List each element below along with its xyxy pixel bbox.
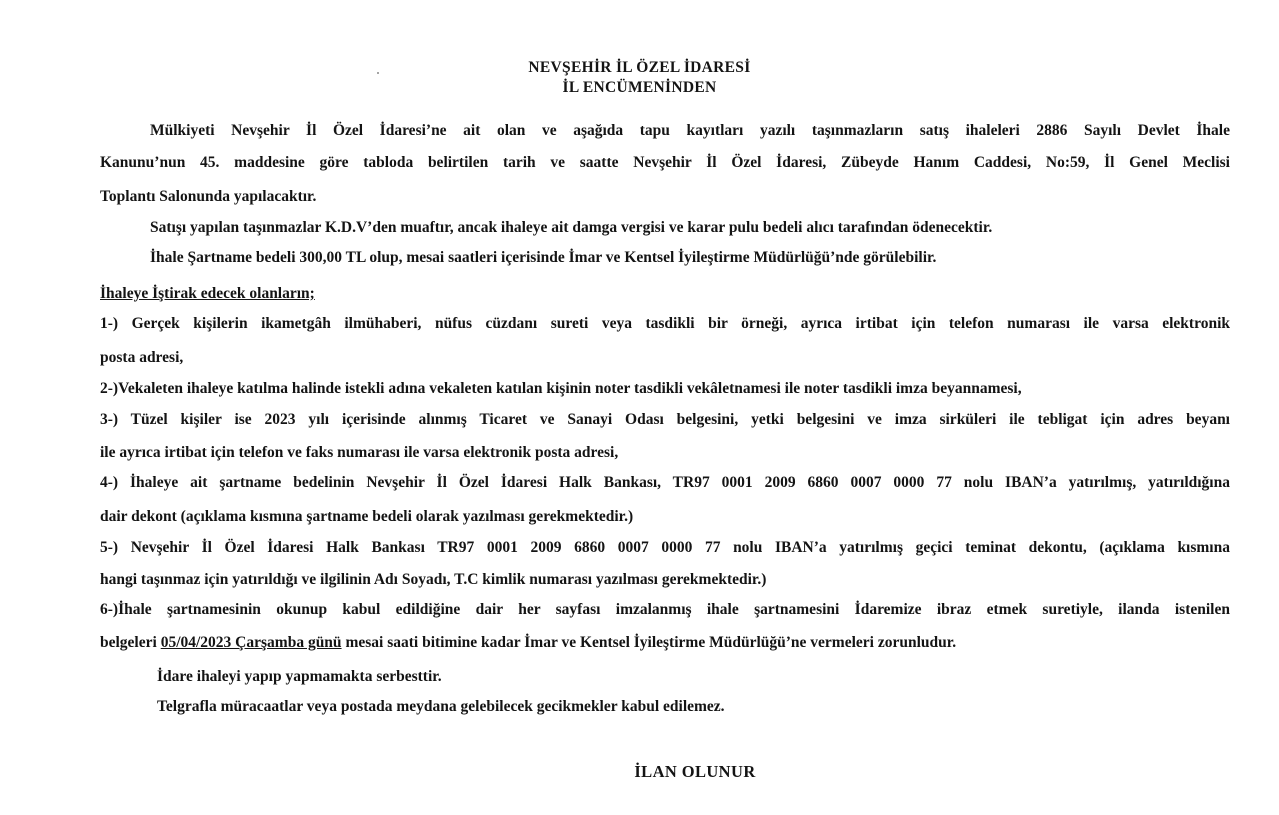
administration-free-note: İdare ihaleyi yapıp yapmamakta serbesttir. [157, 668, 442, 685]
deadline-date: 05/04/2023 Çarşamba günü [160, 634, 342, 651]
header-institution: NEVŞEHİR İL ÖZEL İDARESİ [528, 59, 751, 76]
closing-announcement: İLAN OLUNUR [634, 762, 756, 781]
requirement-4-line-1: 4-) İhaleye ait şartname bedelinin Nevşehir İl Özel İdaresi Halk Bankası, TR97 0001 2009 6860 0007 0000 77 nolu IBAN’a yatırılmış, yatırıldığına [100, 474, 1230, 491]
requirement-6-line-1: 6-)İhale şartnamesinin okunup kabul edildiğine dair her sayfası imzalanmış ihale şartnamesini İdaremize ibraz etmek suretiyle, ilanda istenilen [100, 601, 1230, 618]
requirement-6-line-2-tail: mesai saati bitimine kadar İmar ve Kentsel İyileştirme Müdürlüğü’ne vermeleri zorunludur. [341, 634, 957, 651]
spec-fee-paragraph: İhale Şartname bedeli 300,00 TL olup, mesai saatleri içerisinde İmar ve Kentsel İyileştirme Müdürlüğü’nde görülebilir. [150, 249, 937, 266]
requirement-3-line-1: 3-) Tüzel kişiler ise 2023 yılı içerisinde alınmış Ticaret ve Sanayi Odası belgesini, yetki belgesini ve imza sirküleri ile tebligat için adres beyanı [100, 411, 1230, 428]
telegraph-note: Telgrafla müracaatlar veya postada meydana gelebilecek gecikmekler kabul edilemez. [157, 698, 725, 715]
intro-paragraph-line-2: Kanunu’nun 45. maddesine göre tabloda belirtilen tarih ve saatte Nevşehir İl Özel İdaresi, Zübeyde Hanım Caddesi, No:59, İl Genel Meclisi [100, 154, 1230, 171]
requirement-6-line-2-lead: belgeleri [100, 634, 161, 651]
requirement-5-line-1: 5-) Nevşehir İl Özel İdaresi Halk Bankası TR97 0001 2009 6860 0007 0000 77 nolu IBAN’a yatırılmış geçici teminat dekontu, (açıklama kısmına [100, 539, 1230, 556]
intro-paragraph-line-1: Mülkiyeti Nevşehir İl Özel İdaresi’ne ait olan ve aşağıda tapu kayıtları yazılı taşınmazların satış ihaleleri 2886 Sayılı Devlet İhale [150, 122, 1230, 139]
requirement-4-line-2: dair dekont (açıklama kısmına şartname bedeli olarak yazılması gerekmektedir.) [100, 508, 634, 525]
requirement-1-line-2: posta adresi, [100, 349, 184, 366]
participants-heading: İhaleye İştirak edecek olanların; [100, 285, 315, 302]
header-council: İL ENCÜMENİNDEN [562, 79, 717, 96]
vat-paragraph: Satışı yapılan taşınmazlar K.D.V’den muaftır, ancak ihaleye ait damga vergisi ve karar pulu bedeli alıcı tarafından ödenecektir. [150, 219, 993, 236]
requirement-3-line-2: ile ayrıca irtibat için telefon ve faks numarası ile varsa elektronik posta adresi, [100, 444, 619, 461]
requirement-2: 2-)Vekaleten ihaleye katılma halinde istekli adına vekaleten katılan kişinin noter tasdikli vekâletnamesi ile noter tasdikli imza beyannamesi, [100, 380, 1022, 397]
intro-paragraph-line-3: Toplantı Salonunda yapılacaktır. [100, 188, 317, 205]
requirement-1-line-1: 1-) Gerçek kişilerin ikametgâh ilmühaberi, nüfus cüzdanı sureti veya tasdikli bir örneği, ayrıca irtibat için telefon numarası ile varsa elektronik [100, 315, 1230, 332]
requirement-6-line-2 [100, 634, 956, 652]
requirement-5-line-2: hangi taşınmaz için yatırıldığı ve ilgilinin Adı Soyadı, T.C kimlik numarası yazılması gerekmektedir.) [100, 571, 767, 588]
